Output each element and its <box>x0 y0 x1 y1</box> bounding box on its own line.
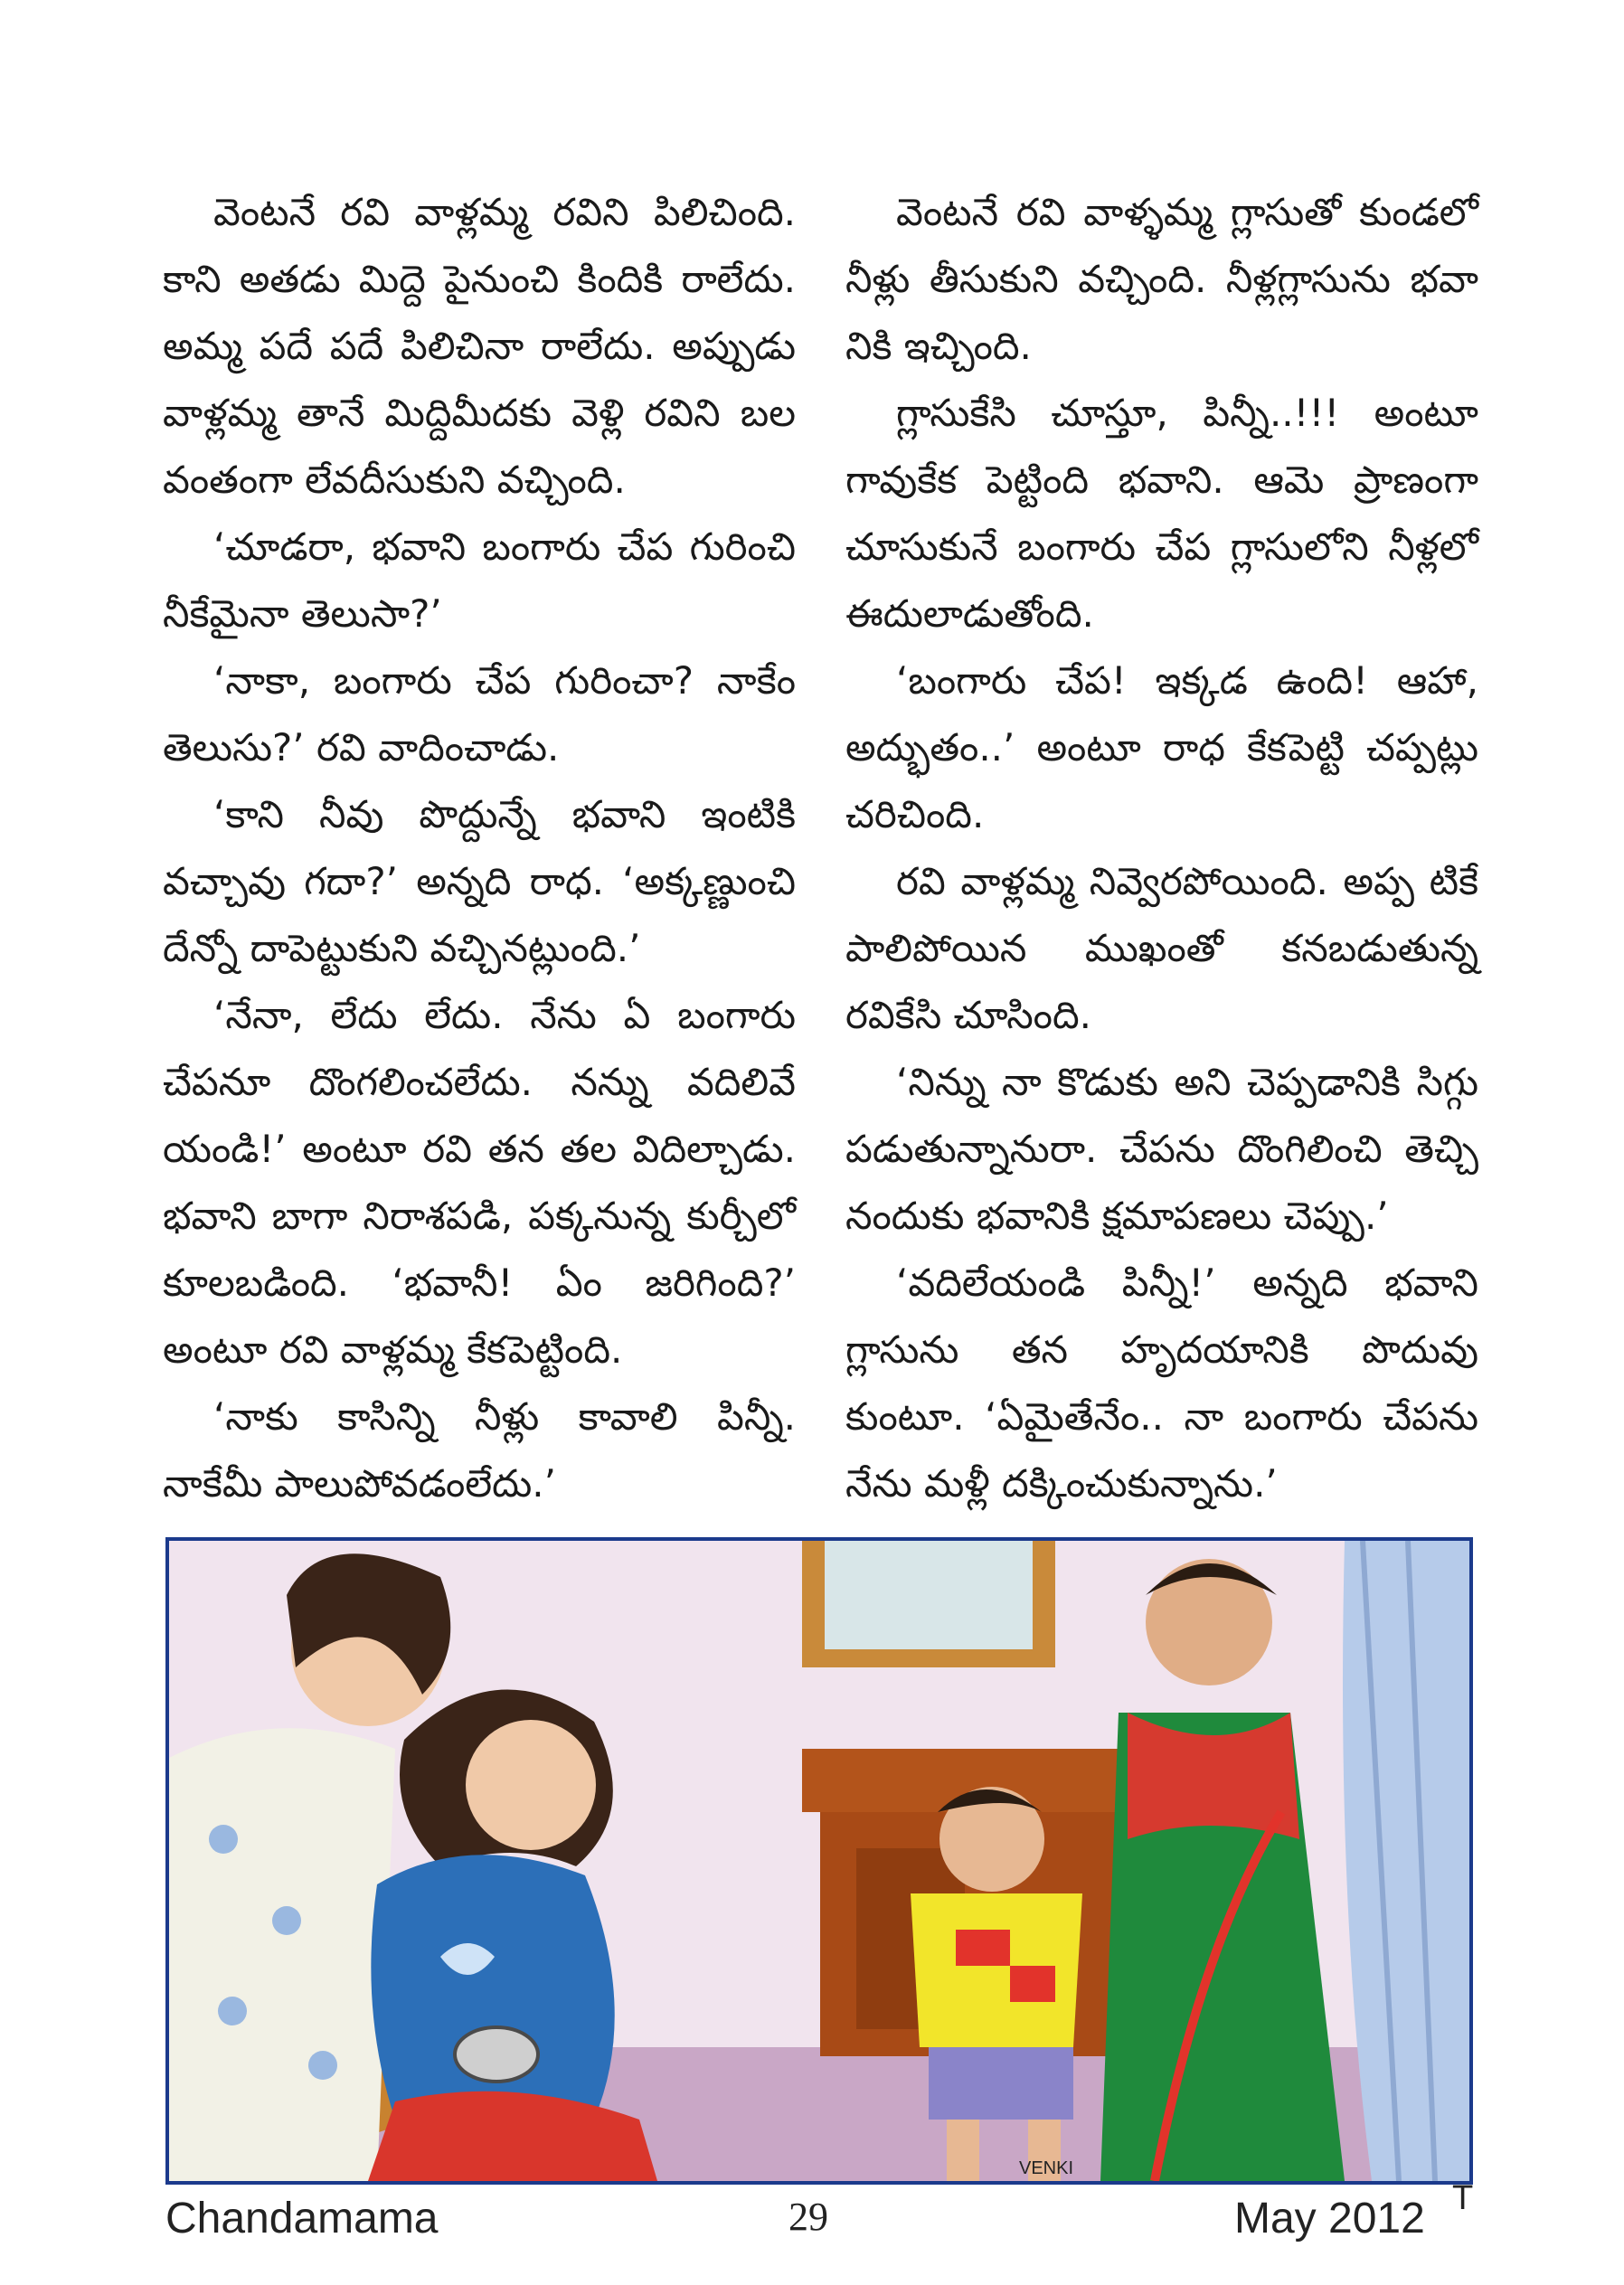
story-paragraph: ‘చూడరా, భవాని బంగారు చేప గురించి నీకేమైనా తెలుసా?’ <box>163 524 796 636</box>
ravi-shirt <box>911 1893 1082 2047</box>
curtain <box>1343 1541 1469 2181</box>
water-glass <box>455 2027 538 2082</box>
ravi-shorts <box>929 2047 1073 2120</box>
story-column-right <box>845 179 1478 1517</box>
story-illustration <box>165 1537 1473 2185</box>
page-number: 29 <box>788 2195 828 2239</box>
story-column-left <box>163 179 796 1517</box>
story-paragraph: గ్లాసుకేసి చూస్తూ, పిన్నీ..!!! అంటూ గావుకేక పెట్టింది భవాని. ఆమె ప్రాణంగా చూసుకునే బంగారు చేప గ్లాసులోని నీళ్లలో ఈదులాడుతోంది. <box>845 391 1478 636</box>
bhavani-head <box>466 1720 596 1850</box>
story-paragraph: ‘వదిలేయండి పిన్నీ!’ అన్నది భవాని గ్లాసును తన హృదయానికి పొదువు కుంటూ. ‘ఏమైతేనేం.. నా బంగారు చేపను నేను మళ్లీ దక్కించుకున్నాను.’ <box>845 1261 1478 1506</box>
story-paragraph: ‘నాకా, బంగారు చేప గురించా? నాకేం తెలుసు?’ రవి వాదించాడు. <box>163 658 796 770</box>
story-paragraph: ‘నాకు కాసిన్ని నీళ్లు కావాలి పిన్నీ. నాకేమీ పాలుపోవడంలేదు.’ <box>163 1394 796 1506</box>
story-paragraph: ‘నిన్ను నా కొడుకు అని చెప్పడానికి సిగ్గు పడుతున్నానురా. చేపను దొంగిలించి తెచ్చి నందుకు భవానికి క్షమాపణలు చెప్పు.’ <box>845 1060 1478 1238</box>
footer-mark: T <box>1452 2179 1474 2217</box>
artist-signature: VENKI <box>1019 2158 1074 2178</box>
issue-date: May 2012 <box>1234 2195 1425 2243</box>
story-paragraph: వెంటనే రవి వాళ్లమ్మ రవిని పిలిచింది. కాని అతడు మిద్దె పైనుంచి కిందికి రాలేదు. అమ్మ పదే పదే పిలిచినా రాలేదు. అప్పుడు వాళ్లమ్మ తానే మిద్దిమీదకు వెళ్లి రవిని బల వంతంగా లేవదీసుకుని వచ్చింది. <box>163 190 796 502</box>
illustration-scene <box>169 1541 1469 2181</box>
story-paragraph: రవి వాళ్లమ్మ నివ్వెరపోయింది. అప్ప టికే పాలిపోయిన ముఖంతో కనబడుతున్న రవికేసి చూసింది. <box>845 859 1478 1037</box>
radha-dress <box>169 1728 395 2181</box>
story-paragraph: ‘బంగారు చేప! ఇక్కడ ఉంది! ఆహా, అద్భుతం..’ అంటూ రాధ కేకపెట్టి చప్పట్లు చరిచింది. <box>845 658 1478 836</box>
story-paragraph: ‘నేనా, లేదు లేదు. నేను ఏ బంగారు చేపనూ దొంగలించలేదు. నన్ను వదిలివే యండి!’ అంటూ రవి తన తల విదిల్చాడు. భవాని బాగా నిరాశపడి, పక్కనున్న కుర్చీలో కూలబడింది. ‘భవానీ! ఏం జరిగింది?’ అంటూ రవి వాళ్లమ్మ కేకపెట్టింది. <box>163 993 796 1372</box>
story-paragraph: ‘కాని నీవు పొద్దున్నే భవాని ఇంటికి వచ్చావు గదా?’ అన్నది రాధ. ‘అక్కణ్ణుంచి దేన్నో దాపెట్టుకుని వచ్చినట్లుంది.’ <box>163 792 796 970</box>
magazine-name: Chandamama <box>165 2195 439 2243</box>
story-paragraph: వెంటనే రవి వాళ్ళమ్మ గ్లాసుతో కుండలో నీళ్లు తీసుకుని వచ్చింది. నీళ్లగ్లాసును భవా నికి ఇచ్చింది. <box>845 190 1478 368</box>
